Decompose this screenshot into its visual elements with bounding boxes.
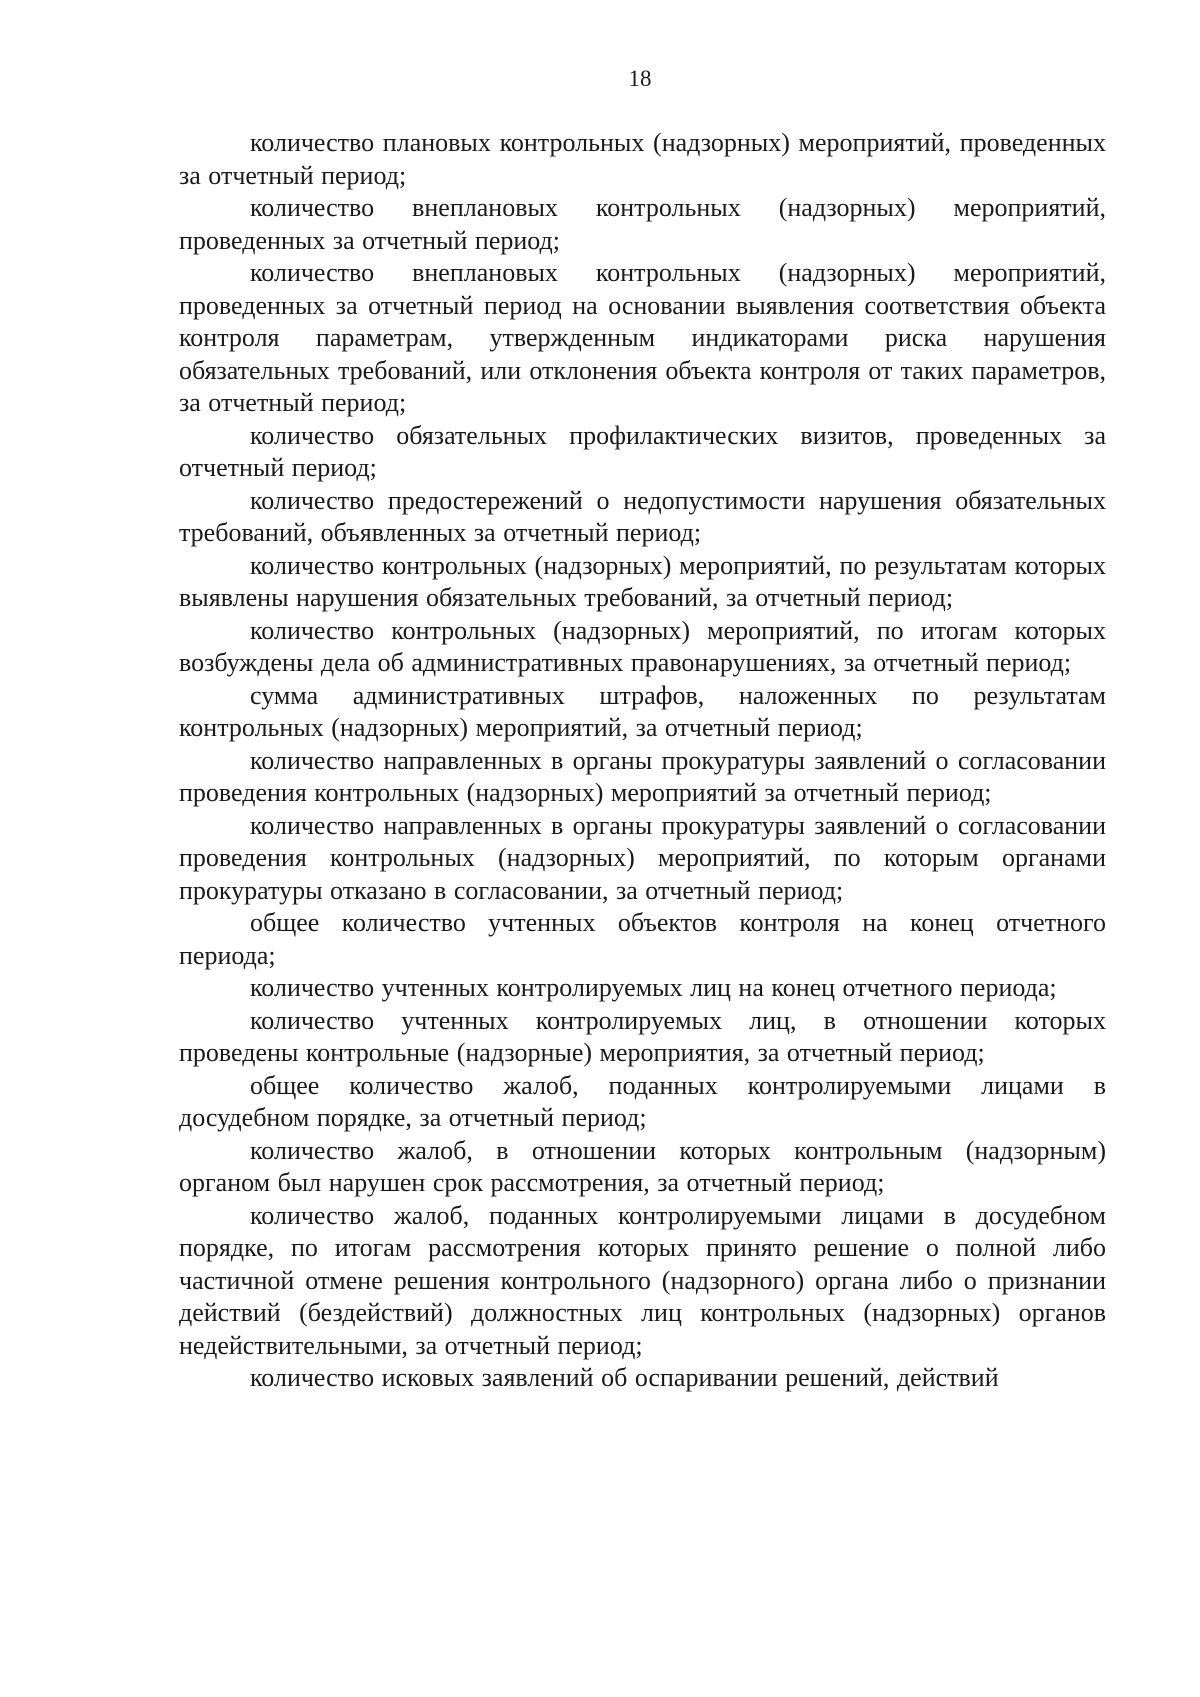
- paragraph: количество предостережений о недопустимости нарушения обязательных требований, объявленных за отчетный период;: [179, 485, 1106, 547]
- document-body: [179, 127, 1106, 1395]
- paragraph: общее количество учтенных объектов контроля на конец отчетного периода;: [179, 908, 1106, 970]
- paragraph: количество обязательных профилактических визитов, проведенных за отчетный период;: [179, 420, 1106, 482]
- paragraph: количество внеплановых контрольных (надзорных) мероприятий, проведенных за отчетный период на основании выявления соответствия объекта контроля параметрам, утвержденным индикаторами риска нарушения обязательных требований, или отклонения объекта контроля от таких параметров, за отчетный период;: [179, 258, 1106, 417]
- paragraph: количество исковых заявлений об оспаривании решений, действий: [250, 1363, 999, 1392]
- paragraph: количество плановых контрольных (надзорных) мероприятий, проведенных за отчетный период;: [179, 128, 1106, 190]
- paragraph: количество жалоб, поданных контролируемыми лицами в досудебном порядке, по итогам рассмотрения которых принято решение о полной либо частичной отмене решения контрольного (надзорного) органа либо о признании действий (бездействий) должностных лиц контрольных (надзорных) органов недействительными, за отчетный период;: [179, 1200, 1106, 1360]
- paragraph: количество учтенных контролируемых лиц на конец отчетного периода;: [250, 973, 1057, 1002]
- page-number: 18: [628, 66, 652, 91]
- paragraph: общее количество жалоб, поданных контролируемыми лицами в досудебном порядке, за отчетный период;: [179, 1070, 1106, 1132]
- paragraph: количество учтенных контролируемых лиц, в отношении которых проведены контрольные (надзорные) мероприятия, за отчетный период;: [179, 1005, 1106, 1067]
- paragraph: количество контрольных (надзорных) мероприятий, по итогам которых возбуждены дела об административных правонарушениях, за отчетный период;: [179, 615, 1106, 677]
- paragraph: сумма административных штрафов, наложенных по результатам контрольных (надзорных) мероприятий, за отчетный период;: [179, 680, 1106, 742]
- paragraph: количество направленных в органы прокуратуры заявлений о согласовании проведения контрольных (надзорных) мероприятий, по которым органами прокуратуры отказано в согласовании, за отчетный период;: [179, 810, 1106, 905]
- paragraph: количество внеплановых контрольных (надзорных) мероприятий, проведенных за отчетный период;: [179, 193, 1106, 255]
- paragraph: количество жалоб, в отношении которых контрольным (надзорным) органом был нарушен срок рассмотрения, за отчетный период;: [179, 1135, 1106, 1197]
- paragraph: количество направленных в органы прокуратуры заявлений о согласовании проведения контрольных (надзорных) мероприятий за отчетный период;: [179, 745, 1106, 807]
- paragraph: количество контрольных (надзорных) мероприятий, по результатам которых выявлены нарушения обязательных требований, за отчетный период;: [179, 550, 1106, 612]
